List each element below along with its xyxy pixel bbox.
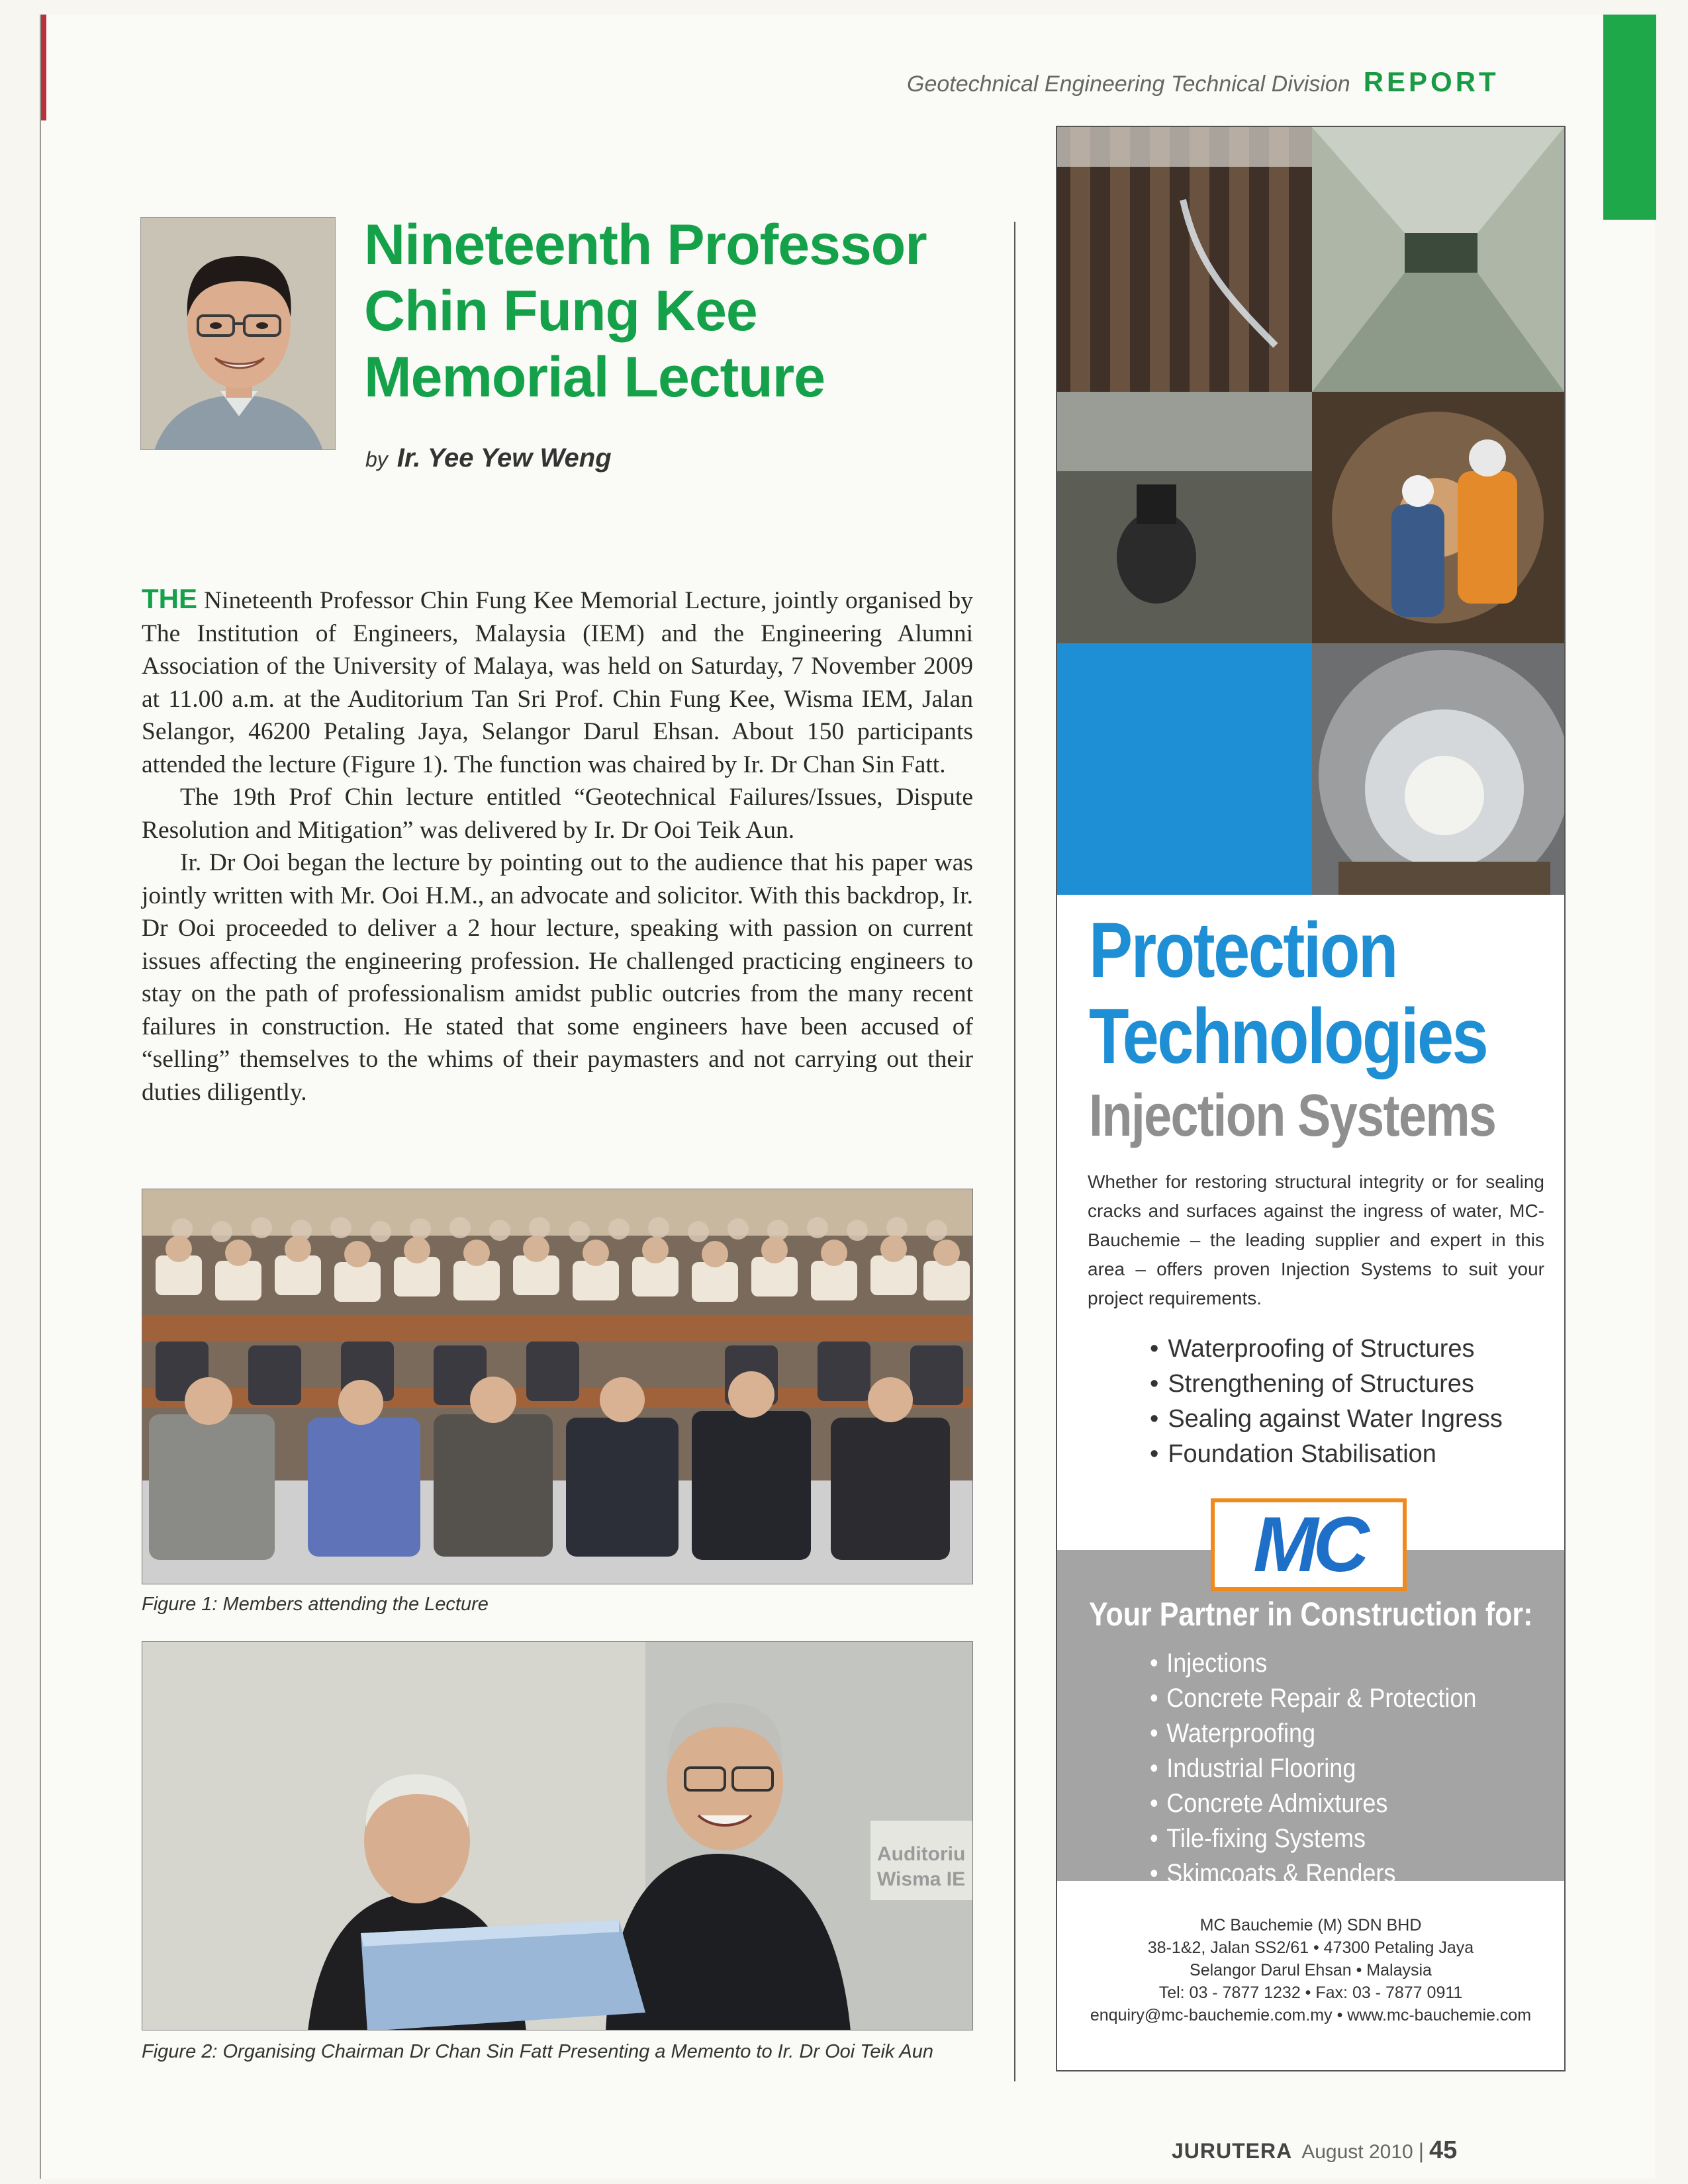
ad-services-list [1150,1646,1547,1891]
ad-service-item: • Industrial Flooring [1150,1751,1507,1786]
figure-2-photo [142,1641,973,2030]
section-tag: REPORT [1363,66,1499,97]
page-edge [40,15,41,2179]
page-folio [1172,2136,1457,2165]
title-line-1: Nineteenth Professor [364,213,927,277]
figure-1-photo [142,1189,973,1584]
ad-headline-line-2: Technologies [1089,993,1487,1080]
ad-service-item: • Injections [1150,1646,1507,1681]
ad-contact-block [1057,1914,1564,2026]
figure-2-caption: Figure 2: Organising Chairman Dr Chan Sin Fatt Presenting a Memento to Ir. Dr Ooi Teik Aun [142,2041,933,2062]
lead-word: THE [142,583,197,614]
folio-separator: | [1418,2139,1425,2163]
title-line-2: Chin Fung Kee [364,279,757,343]
ad-service-item: • Skimcoats & Renders [1150,1856,1507,1891]
binding-mark [41,15,46,120]
ad-service-item: • Concrete Admixtures [1150,1786,1507,1821]
article-body [142,582,973,1109]
magazine-name: JURUTERA [1172,2139,1293,2163]
sign-text-2: Wisma IE [877,1868,966,1890]
byline-label: by [365,447,388,471]
ad-service-item: • Tile-fixing Systems [1150,1821,1507,1856]
issue-date: August 2010 [1301,2141,1413,2163]
paragraph-1-text: Nineteenth Professor Chin Fung Kee Memorial Lecture, jointly organised by The Institution of Engineers, Malaysia (IEM) and the Engineering Alumni Association of the University of Malaya, was held on Saturday, 7 November 2009 at 11.00 a.m. at the Auditorium Tan Sri Prof. Chin Fung Kee, Wisma IEM, Jalan Selangor, 46200 Petaling Jaya, Selangor Darul Ehsan. About 150 participants attended the lecture (Figure 1). The function was chaired by Ir. Dr Chan Sin Fatt. [142,587,973,778]
sign-text-1: Auditoriu [877,1843,966,1865]
article-title [364,212,960,410]
ad-headline-line-1: Protection [1089,907,1397,994]
ad-partner-title: Your Partner in Construction for: [1089,1596,1533,1633]
running-header [907,66,1499,106]
ad-benefit-item: • Waterproofing of Structures [1150,1332,1547,1367]
ad-email-web: enquiry@mc-bauchemie.com.my • www.mc-bauchemie.com [1090,2006,1532,2025]
mc-logo-text: MC [1253,1501,1364,1588]
ad-company-name: MC Bauchemie (M) SDN BHD [1199,1916,1422,1934]
ad-photo-tunnel-corridor [1312,127,1564,392]
column-divider [1014,222,1015,2081]
paragraph-2: The 19th Prof Chin lecture entitled “Geotechnical Failures/Issues, Dispute Resolution and Mitigation” was delivered by Ir. Dr Ooi Teik Aun. [142,784,973,844]
ad-benefit-item: • Foundation Stabilisation [1150,1437,1547,1472]
ad-headline [1089,907,1552,1149]
ad-service-item: • Concrete Repair & Protection [1150,1681,1507,1716]
section-name: Geotechnical Engineering Technical Division [907,71,1350,97]
ad-photo-pump-well [1057,392,1312,643]
audience-photo-illustration [142,1189,973,1584]
ad-headline-line-3: Injection Systems [1089,1083,1496,1149]
mc-logo [1211,1498,1407,1591]
ad-photo-tunnel-bore [1312,643,1564,895]
figure-1-caption: Figure 1: Members attending the Lecture [142,1594,489,1615]
ad-address-line-2: Selangor Darul Ehsan • Malaysia [1190,1961,1432,1979]
ad-benefit-item: • Sealing against Water Ingress [1150,1402,1547,1437]
ad-intro-text: Whether for restoring structural integrity or for sealing cracks and surfaces against the ingress of water, MC-Bauchemie – the leading supplier and expert in this area – offers proven Injection Systems to suit your project requirements. [1088,1171,1544,1308]
section-color-tab [1603,15,1656,220]
ad-benefits-list [1150,1332,1547,1472]
paragraph-1 [142,582,973,781]
ad-address-line-1: 38-1&2, Jalan SS2/61 • 47300 Petaling Jaya [1147,1938,1474,1957]
memento-photo-illustration [142,1642,973,2030]
ad-service-item: • Waterproofing [1150,1716,1507,1751]
ad-blue-panel [1057,643,1312,895]
paragraph-3: Ir. Dr Ooi began the lecture by pointing out to the audience that his paper was jointly written with Mr. Ooi H.M., an advocate and solicitor. With this backdrop, Ir. Dr Ooi proceeded to deliver a 2 hour lecture, speaking with passion on current issues affecting the engineering profession. He challenged practicing engineers to stay on the path of professionalism amidst public outcries from the many recent failures in construction. He stated that some engineers have been accused of “selling” themselves to the whims of their paymasters and not carrying out their duties diligently. [142,849,973,1106]
mc-bauchemie-advertisement [1056,126,1566,2071]
author-name: Ir. Yee Yew Weng [397,443,612,473]
ad-photo-sheet-piles [1057,127,1312,392]
byline [365,443,612,473]
author-portrait [140,217,336,450]
ad-photo-workers-tunnel [1312,392,1564,643]
title-line-3: Memorial Lecture [364,345,825,409]
ad-phone-fax: Tel: 03 - 7877 1232 • Fax: 03 - 7877 0911 [1158,1983,1463,2002]
page-number: 45 [1429,2136,1458,2164]
ad-benefit-item: • Strengthening of Structures [1150,1367,1547,1402]
portrait-illustration [141,218,336,450]
